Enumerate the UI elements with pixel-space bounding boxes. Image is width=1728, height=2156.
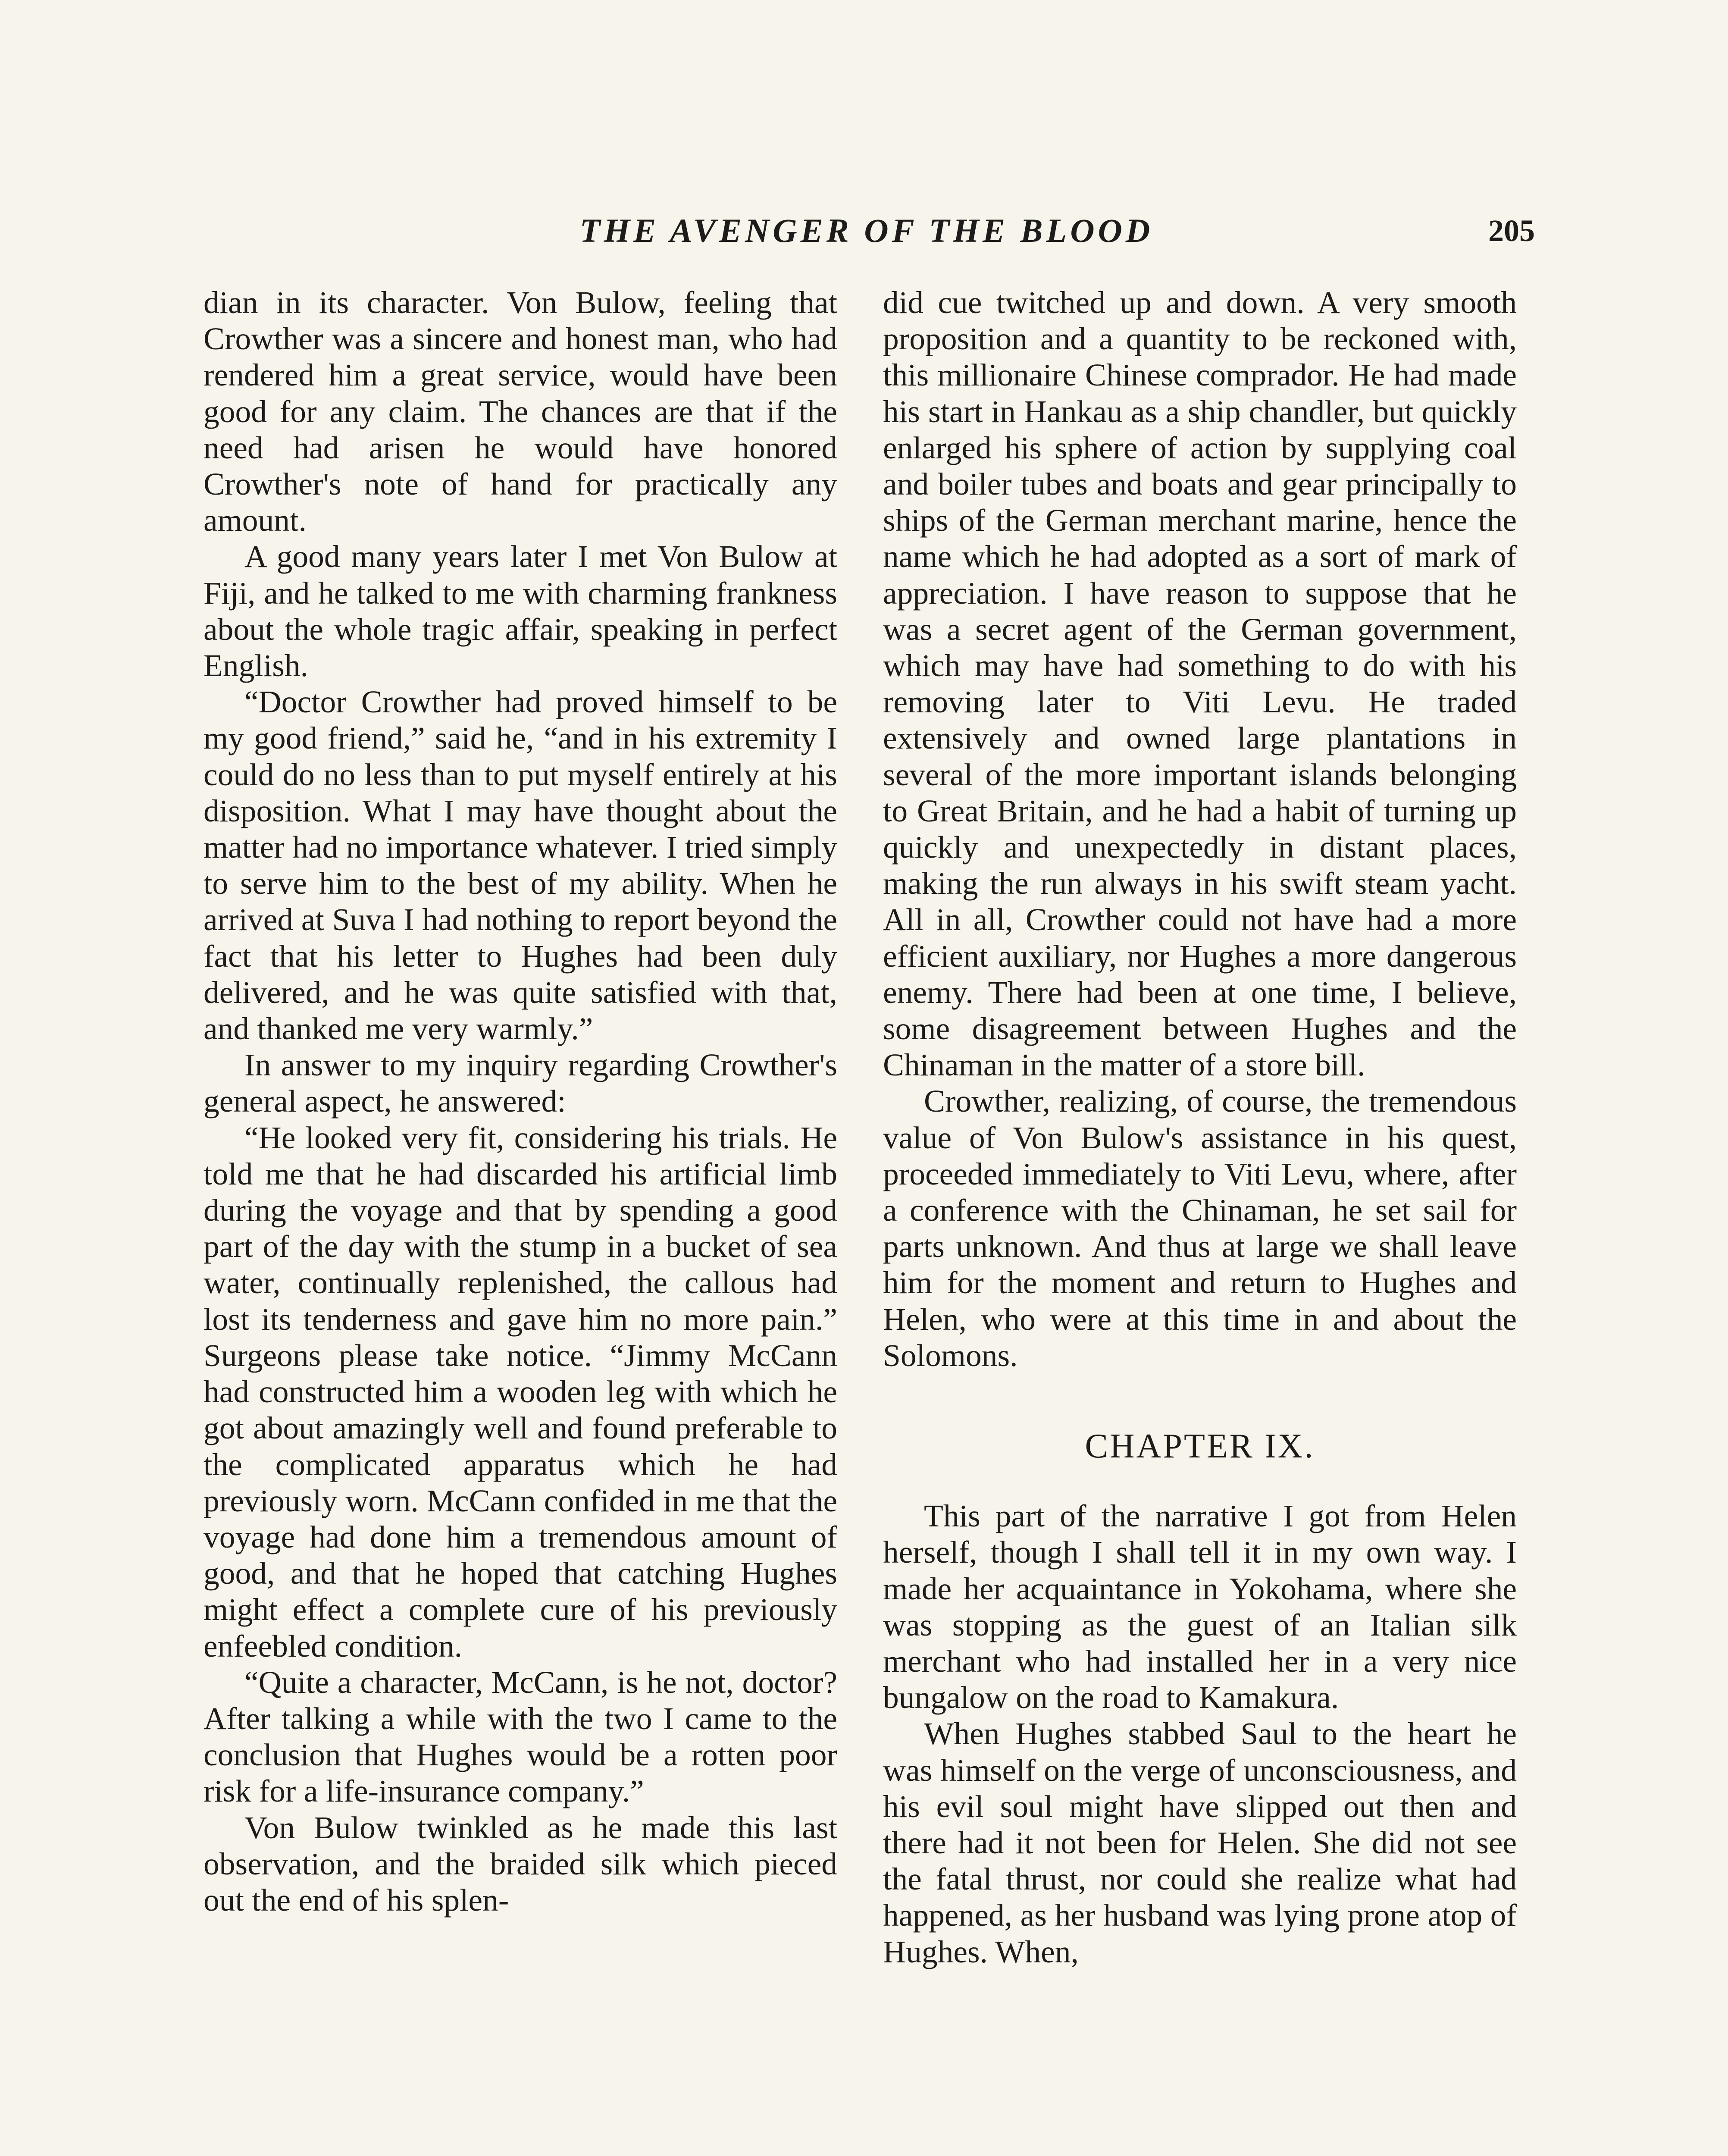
paragraph: “Doctor Crowther had proved himself to be my good friend,” said he, “and in his extremity I could do no less than to put myself entirely at his disposition. What I may have thought about the matter had no importance whatever. I tried simply to serve him to the best of my ability. When he arrived at Suva I had nothing to report beyond the fact that his letter to Hughes had been duly delivered, and he was quite satisfied with that, and thanked me very warmly.” bbox=[203, 684, 837, 1047]
chapter-heading: CHAPTER IX. bbox=[1085, 1427, 1315, 1466]
paragraph: Crowther, realizing, of course, the tremendous value of Von Bulow's assistance in his quest, proceeded immediately to Viti Levu, where, after a conference with the Chinaman, he set sail for parts unknown. And thus at large we shall leave him for the moment and return to Hughes and Helen, who were at this time in and about the Solomons. bbox=[883, 1084, 1517, 1373]
paragraph: dian in its character. Von Bulow, feeling that Crowther was a sincere and honest man, who had rendered him a great service, would have been good for any claim. The chances are that if the need had arisen he would have honored Crowther's note of hand for practically any amount. bbox=[203, 285, 837, 538]
right-column bbox=[883, 285, 1517, 1970]
page-number: 205 bbox=[1488, 213, 1535, 248]
paragraph: In answer to my inquiry regarding Crowther's general aspect, he answered: bbox=[203, 1047, 837, 1119]
paragraph: did cue twitched up and down. A very smooth proposition and a quantity to be reckoned with, this millionaire Chinese comprador. He had made his start in Hankau as a ship chandler, but quickly enlarged his sphere of action by supplying coal and boiler tubes and boats and gear principally to ships of the German merchant marine, hence the name which he had adopted as a sort of mark of appreciation. I have reason to suppose that he was a secret agent of the German government, which may have had something to do with his removing later to Viti Levu. He traded extensively and owned large plantations in several of the more important islands belonging to Great Britain, and he had a habit of turning up quickly and unexpectedly in distant places, making the run always in his swift steam yacht. All in all, Crowther could not have had a more efficient auxiliary, nor Hughes a more dangerous enemy. There had been at one time, I believe, some disagreement between Hughes and the Chinaman in the matter of a store bill. bbox=[883, 285, 1517, 1083]
paragraph: “He looked very fit, considering his trials. He told me that he had discarded his artificial limb during the voyage and that by spending a good part of the day with the stump in a bucket of sea water, continually replenished, the callous had lost its tenderness and gave him no more pain.” Surgeons please take notice. “Jimmy McCann had constructed him a wooden leg with which he got about amazingly well and found preferable to the complicated apparatus which he had previously worn. McCann confided in me that the voyage had done him a tremendous amount of good, and that he hoped that catching Hughes might effect a complete cure of his previously enfeebled condition. bbox=[203, 1120, 837, 1664]
page-header bbox=[198, 203, 1535, 259]
paragraph: A good many years later I met Von Bulow at Fiji, and he talked to me with charming frankness about the whole tragic affair, speaking in perfect English. bbox=[203, 539, 837, 683]
paragraph: This part of the narrative I got from Helen herself, though I shall tell it in my own way. I made her acquaintance in Yokohama, where she was stopping as the guest of an Italian silk merchant who had installed her in a very nice bungalow on the road to Kamakura. bbox=[883, 1498, 1517, 1715]
left-column bbox=[203, 285, 837, 1918]
running-title: THE AVENGER OF THE BLOOD bbox=[579, 212, 1154, 249]
paragraph: “Quite a character, McCann, is he not, doctor? After talking a while with the two I came to the conclusion that Hughes would be a rotten poor risk for a life-insurance company.” bbox=[203, 1664, 837, 1809]
paragraph: When Hughes stabbed Saul to the heart he was himself on the verge of unconsciousness, and his evil soul might have slipped out then and there had it not been for Helen. She did not see the fatal thrust, nor could she realize what had happened, as her husband was lying prone atop of Hughes. When, bbox=[883, 1716, 1517, 1969]
paragraph: Von Bulow twinkled as he made this last observation, and the braided silk which pieced out the end of his splen- bbox=[203, 1810, 837, 1918]
